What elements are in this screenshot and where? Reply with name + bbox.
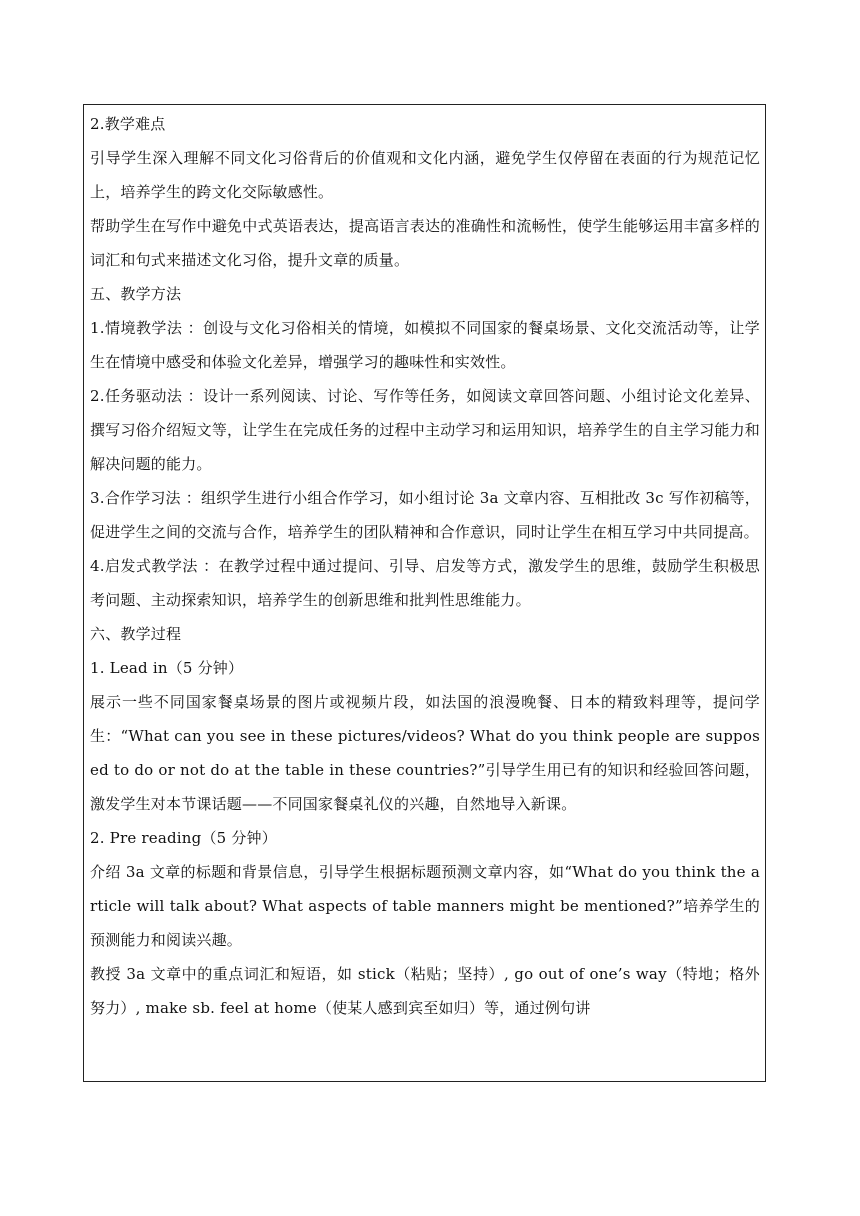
document-table-cell	[83, 104, 766, 1082]
paragraph-pre-reading-vocabulary: 教授 3a 文章中的重点词汇和短语，如 stick（粘贴；坚持）, go out of one’s way（特地；格外努力）, make sb. feel at home（使某人感到宾至如归）等，通过例句讲	[90, 965, 760, 1017]
paragraph-lead-in: 展示一些不同国家餐桌场景的图片或视频片段，如法国的浪漫晚餐、日本的精致料理等，提问学生：“What can you see in these pictures/videos? What do you think people are supposed to do or not do at the table in these countries?”引导学生用已有的知识和经验回答问题，激发学生对本节课话题——不同国家餐桌礼仪的兴趣，自然地导入新课。	[90, 693, 760, 813]
paragraph-difficulty-writing: 帮助学生在写作中避免中式英语表达，提高语言表达的准确性和流畅性，使学生能够运用丰富多样的词汇和句式来描述文化习俗，提升文章的质量。	[90, 217, 760, 269]
paragraph-method-heuristic: 4.启发式教学法 ：在教学过程中通过提问、引导、启发等方式，激发学生的思维，鼓励学生积极思考问题、主动探索知识，培养学生的创新思维和批判性思维能力。	[90, 557, 760, 609]
heading-teaching-difficulties: 2.教学难点	[90, 115, 166, 133]
paragraph-method-cooperative: 3.合作学习法 ：组织学生进行小组合作学习，如小组讨论 3a 文章内容、互相批改 3c 写作初稿等，促进学生之间的交流与合作，培养学生的团队精神和合作意识，同时让学生在相互学习中共同提高。	[90, 489, 760, 541]
paragraph-pre-reading-predict: 介绍 3a 文章的标题和背景信息，引导学生根据标题预测文章内容，如“What do you think the article will talk about? What aspects of table manners might be mentioned?”培养学生的预测能力和阅读兴趣。	[90, 863, 760, 949]
paragraph-difficulty-culture: 引导学生深入理解不同文化习俗背后的价值观和文化内涵，避免学生仅停留在表面的行为规范记忆上，培养学生的跨文化交际敏感性。	[90, 149, 760, 201]
heading-teaching-methods: 五、教学方法	[90, 285, 182, 303]
heading-lead-in: 1. Lead in（5 分钟）	[90, 659, 244, 677]
heading-teaching-process: 六、教学过程	[90, 625, 182, 643]
paragraph-method-situational: 1.情境教学法 ：创设与文化习俗相关的情境，如模拟不同国家的餐桌场景、文化交流活动等，让学生在情境中感受和体验文化差异，增强学习的趣味性和实效性。	[90, 319, 760, 371]
paragraph-method-task-driven: 2.任务驱动法 ：设计一系列阅读、讨论、写作等任务，如阅读文章回答问题、小组讨论文化差异、撰写习俗介绍短文等，让学生在完成任务的过程中主动学习和运用知识，培养学生的自主学习能力和解决问题的能力。	[90, 387, 760, 473]
heading-pre-reading: 2. Pre reading（5 分钟）	[90, 829, 277, 847]
